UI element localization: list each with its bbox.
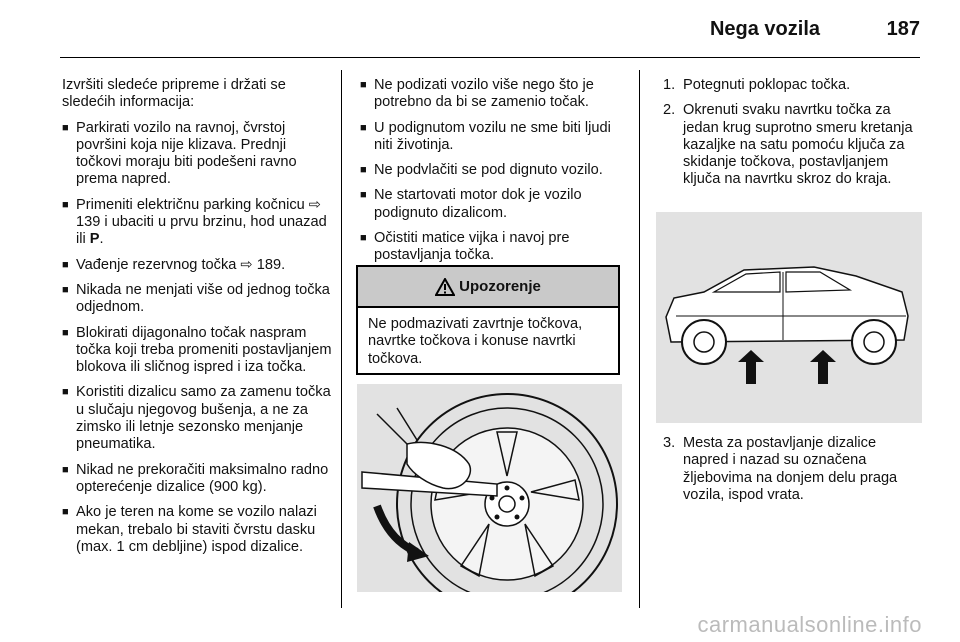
warning-triangle-icon <box>435 278 455 296</box>
list-item: ■ Ne podvlačiti se pod dignuto vozilo. <box>360 162 603 179</box>
car-jack-points-illustration <box>656 212 922 423</box>
page-number: 187 <box>886 18 920 40</box>
bullet-icon: ■ <box>360 79 367 91</box>
list-item: ■ Nikad ne prekoračiti maksimalno radno opterećenje dizalice (900 kg). <box>62 461 329 495</box>
page-ref-icon: ⇨ <box>240 256 257 273</box>
bullet-icon: ■ <box>62 283 69 296</box>
list-item: ■ Nikada ne menjati više od jednog točka odjednom. <box>62 281 330 316</box>
list-item: ■ Parkirati vozilo na ravnoj, čvrstoj površini koja nije klizava. Prednji točkovi moraju biti podešeni ravno prema napred. <box>62 119 297 188</box>
column-2 <box>360 69 628 265</box>
list-item: ■ Ne podizati vozilo više nego što je potrebno da bi se zamenio točak. <box>360 77 594 111</box>
bullet-icon: ■ <box>360 121 367 134</box>
bullet-icon: ■ <box>62 506 69 519</box>
page-header-title: Nega vozila <box>709 18 820 40</box>
watermark: carmanualsonline.info <box>697 612 922 637</box>
column-3 <box>663 69 925 189</box>
header-rule <box>60 57 920 58</box>
list-item: ■ Primeniti električnu parking kočnicu ⇨ 139 i ubaciti u prvu brzinu, hod unazad ili P. <box>62 196 327 248</box>
warning-box <box>356 265 620 375</box>
list-item: 3. Mesta za postavljanje dizalice napred i nazad su označena žljebovima na donjem delu praga vozila, ispod vrata. <box>663 435 898 503</box>
column-divider-1 <box>341 70 342 608</box>
page-ref-icon: ⇨ <box>308 196 322 213</box>
bullet-icon: ■ <box>62 463 69 476</box>
column-1 <box>62 77 334 556</box>
page-ref[interactable]: 189 <box>256 256 282 273</box>
bullet-icon: ■ <box>62 258 69 271</box>
warning-text: Ne podmazivati zavrtnje točkova, navrtke točkova i konuse navrtki točkova. <box>368 316 583 367</box>
list-item: 1. Potegnuti poklopac točka. <box>663 77 851 93</box>
warning-header <box>358 267 618 308</box>
list-item: ■ U podignutom vozilu ne sme biti ljudi niti životinja. <box>360 119 611 153</box>
bullet-icon: ■ <box>360 164 367 177</box>
bullet-icon: ■ <box>62 198 69 211</box>
column-3-continued <box>663 427 925 504</box>
list-item: ■ Vađenje rezervnog točka ⇨ 189. <box>62 256 286 273</box>
bullet-icon: ■ <box>62 326 69 339</box>
list-item: ■ Ne startovati motor dok je vozilo podignuto dizalicom. <box>360 187 582 221</box>
bullet-icon: ■ <box>62 386 69 399</box>
page-ref[interactable]: 139 <box>76 214 101 231</box>
bullet-icon: ■ <box>360 189 367 202</box>
wheel-wrench-illustration <box>357 384 622 592</box>
bullet-icon: ■ <box>360 232 367 245</box>
list-item: ■ Ako je teren na kome se vozilo nalazi mekan, trebalo bi staviti čvrstu dasku (max. 1 cm debljine) ispod dizalice. <box>62 504 317 555</box>
list-item: ■ Koristiti dizalicu samo za zamenu točka u slučaju njegovog bušenja, a ne za zimsko ili letnje sezonsko menjanje pneumatika. <box>62 384 331 453</box>
column-divider-2 <box>639 70 640 608</box>
bullet-icon: ■ <box>62 121 69 134</box>
list-item: ■ Blokirati dijagonalno točak naspram točka koji treba promeniti postavljanjem blokova ili sličnog ispred i iza točka. <box>62 324 332 376</box>
intro-text: Izvršiti sledeće pripreme i držati se sledećih informacija: <box>62 77 286 111</box>
warning-title: Upozorenje <box>459 278 541 295</box>
list-item: 2. Okrenuti svaku navrtku točka za jedan krug suprotno smeru kretanja kazaljke na satu pomoću ključa za skidanje točkova, postavljanjem ključa na navrtku skroz do kraja. <box>663 102 913 188</box>
list-item: ■ Očistiti matice vijka i navoj pre postavljanja točka. <box>360 230 570 264</box>
